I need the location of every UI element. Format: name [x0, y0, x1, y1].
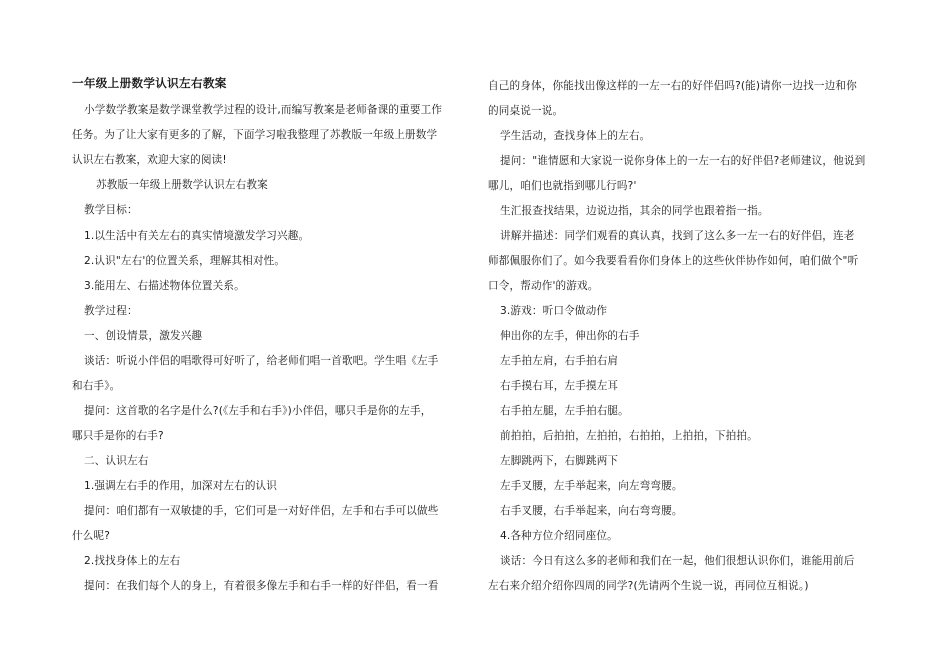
- paragraph-line: 1.强调左右手的作用，加深对左右的认识: [84, 480, 278, 492]
- paragraph-line: 提问：这首歌的名字是什么?(《左手和右手》)小伴侣，哪只手是你的左手，: [84, 405, 432, 417]
- paragraph-line: 自己的身体，你能找出像这样的一左一右的好伴侣吗?(能)请你一边找一边和你: [488, 80, 857, 92]
- paragraph-line: 什么呢?: [72, 530, 111, 542]
- subsection-heading: 二、认识左右: [84, 455, 149, 467]
- game-instruction: 右手叉腰，右手举起来，向右弯弯腰。: [500, 505, 683, 517]
- game-instruction: 前拍拍，后拍拍，左拍拍，右拍拍，上拍拍，下拍拍。: [500, 430, 758, 442]
- objective-item: 2.认识"左右'的位置关系，理解其相对性。: [84, 255, 286, 267]
- game-instruction: 右手拍左腿，左手拍右腿。: [500, 405, 629, 417]
- paragraph-line: 提问：在我们每个人的身上，有着很多像左手和右手一样的好伴侣，看一看: [84, 580, 439, 592]
- paragraph-line: 2.找找身体上的左右: [84, 555, 181, 567]
- paragraph-line: 师都佩服你们了。如今我要看看你们身体上的这些伙伴协作如何，咱们做个"听: [488, 255, 859, 267]
- subtitle: 苏教版一年级上册数学认识左右教案: [96, 179, 268, 191]
- paragraph-line: 谈话：听说小伴侣的唱歌得可好听了，给老师们唱一首歌吧。学生唱《左手: [84, 355, 439, 367]
- game-instruction: 伸出你的左手，伸出你的右手: [500, 330, 640, 342]
- intro-line: 认识左右教案，欢迎大家的阅读!: [72, 154, 227, 166]
- section-heading: 教学目标：: [84, 204, 138, 216]
- paragraph-line: 的同桌说一说。: [488, 105, 564, 117]
- paragraph-line: 谈话：今日有这么多的老师和我们在一起，他们很想认识你们，谁能用前后: [500, 555, 855, 567]
- paragraph-line: 提问："谁情愿和大家说一说你身体上的一左一右的好伴侣?老师建议，他说到: [500, 155, 866, 167]
- game-instruction: 左脚跳两下，右脚跳两下: [500, 455, 619, 467]
- objective-item: 3.能用左、右描述物体位置关系。: [84, 280, 245, 292]
- paragraph-line: 和右手》。: [72, 380, 121, 392]
- paragraph-line: 哪只手是你的右手?: [72, 430, 164, 442]
- section-heading: 教学过程：: [84, 305, 138, 317]
- paragraph-line: 学生活动，查找身体上的左右。: [500, 130, 651, 142]
- game-instruction: 右手摸右耳，左手摸左耳: [500, 380, 619, 392]
- subsection-heading: 4.各种方位介绍同座位。: [500, 530, 618, 542]
- document-title: 一年级上册数学认识左右教案: [72, 76, 227, 90]
- paragraph-line: 生汇报查找结果，边说边指，其余的同学也跟着指一指。: [500, 205, 769, 217]
- objective-item: 1.以生活中有关左右的真实情境激发学习兴趣。: [84, 230, 310, 242]
- paragraph-line: 讲解并描述：同学们观看的真认真，找到了这么多一左一右的好伴侣，连老: [500, 230, 855, 242]
- game-instruction: 左手拍左肩，右手拍右肩: [500, 355, 619, 367]
- paragraph-line: 口令，帮动作'的游戏。: [488, 280, 599, 292]
- intro-line: 小学数学教案是数学课堂教学过程的设计,而编写教案是老师备课的重要工作: [84, 104, 443, 116]
- paragraph-line: 左右来介绍介绍你四周的同学?(先请两个生说一说，再同位互相说。): [488, 580, 809, 592]
- intro-line: 任务。为了让大家有更多的了解，下面学习啦我整理了苏教版一年级上册数学: [72, 129, 438, 141]
- subsection-heading: 一、创设情景，激发兴趣: [84, 330, 203, 342]
- game-instruction: 左手叉腰，左手举起来，向左弯弯腰。: [500, 480, 683, 492]
- paragraph-line: 哪儿，咱们也就指到哪儿行吗?': [488, 180, 637, 192]
- subsection-heading: 3.游戏：听口令做动作: [500, 305, 608, 317]
- paragraph-line: 提问：咱们都有一双敏捷的手，它们可是一对好伴侣，左手和右手可以做些: [84, 505, 439, 517]
